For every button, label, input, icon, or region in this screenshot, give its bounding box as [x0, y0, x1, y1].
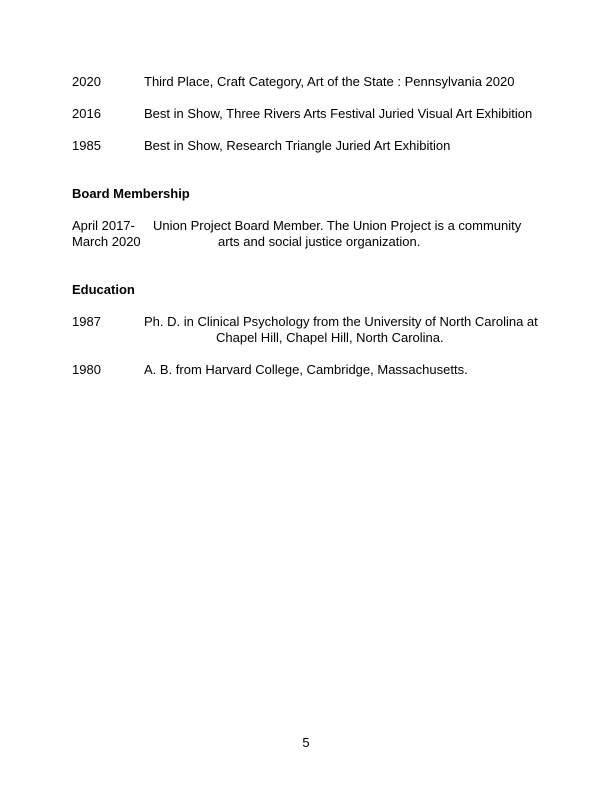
award-text: Best in Show, Three Rivers Arts Festival Juried Visual Art Exhibition — [144, 106, 533, 121]
education-text-line1: A. B. from Harvard College, Cambridge, Massachusetts. — [144, 362, 468, 377]
board-text-line2: arts and social justice organization. — [218, 234, 421, 249]
board-text-line1: Union Project Board Member. The Union Project is a community — [153, 218, 522, 233]
award-year: 1985 — [72, 138, 101, 153]
education-text-line1: Ph. D. in Clinical Psychology from the University of North Carolina at — [144, 314, 538, 329]
board-date-start: April 2017- — [72, 218, 135, 233]
board-date-end: March 2020 — [72, 234, 141, 249]
page-number: 5 — [302, 735, 310, 750]
award-text: Third Place, Craft Category, Art of the State : Pennsylvania 2020 — [144, 74, 515, 89]
education-text-line2: Chapel Hill, Chapel Hill, North Carolina. — [216, 330, 444, 345]
education-heading: Education — [72, 282, 135, 297]
award-year: 2016 — [72, 106, 101, 121]
award-year: 2020 — [72, 74, 101, 89]
education-year: 1980 — [72, 362, 101, 377]
award-text: Best in Show, Research Triangle Juried Art Exhibition — [144, 138, 451, 153]
board-heading: Board Membership — [72, 186, 190, 201]
education-year: 1987 — [72, 314, 101, 329]
